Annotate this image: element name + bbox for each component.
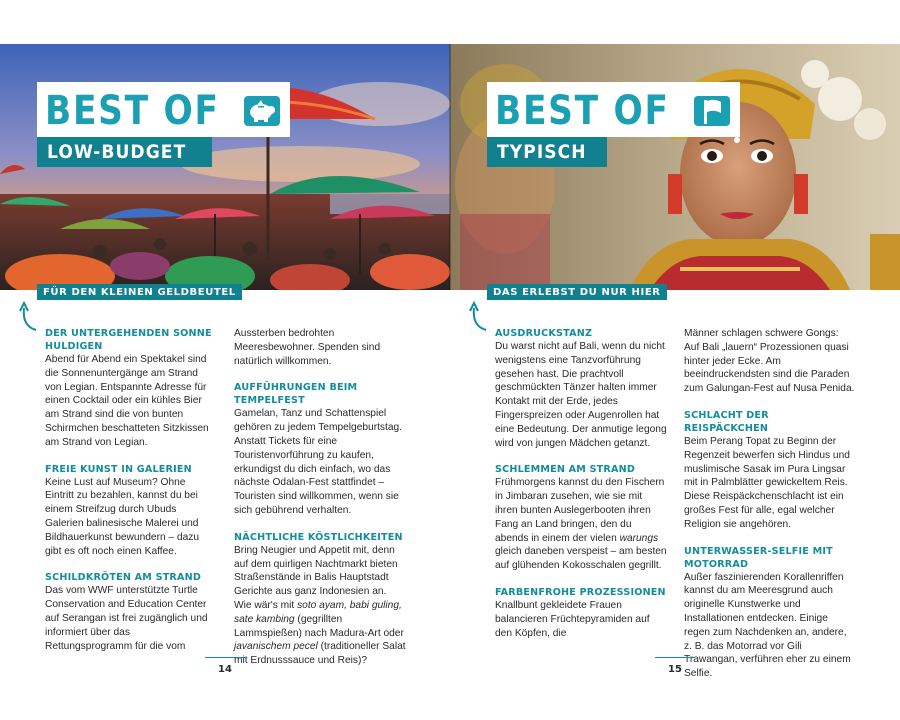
piggy-bank-icon	[244, 96, 280, 126]
curved-arrow-icon	[18, 300, 38, 332]
left-column-2	[234, 327, 406, 681]
entry-body: Du warst nicht auf Bali, wenn du nicht wenigstens eine Tanzvorführung gesehen hast. Die prachtvoll geschmückten Tänzer halten immer Kontakt mit der Erde, jedes Fingerspreizen oder Augenrollen hat eine Bedeutung. Der anmutige legong wird von jungen Mädchen getanzt.	[495, 341, 667, 449]
entry-body: Das vom WWF unterstützte Turtle Conservation and Education Center auf Serangan ist frei zugänglich und informiert über das Rettungsprogramm für die vom	[45, 585, 208, 652]
entry-body: Knallbunt gekleidete Frauen balancieren Früchtepyramiden auf den Köpfen, die	[495, 599, 650, 639]
entry-processions	[495, 586, 667, 640]
entry-body: Keine Lust auf Museum? Ohne Eintritt zu bezahlen, kannst du bei einem Streifzug durch Ubuds Galerien balinesische Malerei und Bildhauerkunst bewundern – dazu gibt es oft noch einen Kaffee.	[45, 476, 200, 557]
best-of-title: BEST OF	[45, 87, 220, 134]
beach-umbrellas-photo	[0, 44, 450, 290]
entry-title: AUSDRUCKSTANZ	[495, 328, 593, 339]
right-column-2	[684, 327, 856, 694]
flag-icon	[694, 96, 730, 126]
typisch-label: TYPISCH	[497, 141, 587, 163]
left-column-1	[45, 327, 217, 666]
entry-title: NÄCHTLICHE KÖSTLICHKEITEN	[234, 531, 403, 543]
page-number: 15	[655, 657, 695, 675]
entry-body: Außer faszinierenden Korallenriffen kannst du am Meeresgrund auch originelle Kunstwerke und Installationen entdecken. Einige regen zum Nachdenken an, andere, z. B. das Motorrad vor Gili Trawangan, verführen eher zu einem Selfie.	[684, 571, 851, 680]
best-of-heading	[37, 82, 290, 137]
tagline-bar	[487, 284, 667, 300]
best-of-subtitle	[487, 137, 607, 167]
tagline-text: FÜR DEN KLEINEN GELDBEUTEL	[43, 286, 236, 298]
best-of-title: BEST OF	[495, 87, 670, 134]
entry-temple-fest	[234, 381, 406, 517]
entry-body: Bring Neugier und Appetit mit, denn auf dem quirligen Nachtmarkt bieten Straßenstände in Balis Hauptstadt Gerichte aus ganz Indonesien an. Wie wär's mit soto ayam, babi guling, sate kambing (gegrillten Lammspießen) nach Madura-Art oder javanischem pecel (traditioneller Salat mit Erdnusssauce und Reis)?	[234, 544, 406, 667]
entry-processions-continued	[684, 327, 856, 396]
page-number: 14	[205, 657, 245, 675]
entry-body: Gamelan, Tanz und Schattenspiel gehören zu jedem Tempelgeburtstag. Anstatt Tickets für eine Touristenvorführung zu kaufen, erkundigst du dich einfach, wo das nächste Odalan-Fest stattfindet – Touristen sind willkommen, wenn sie sich gebührend verhalten.	[234, 408, 403, 516]
entry-sunset	[45, 327, 217, 450]
page-gutter	[449, 44, 451, 290]
entry-body: Frühmorgens kannst du den Fischern in Jimbaran zusehen, wie sie mit ihren bunten Auslegerbooten ihren Fang an Land bringen, den du abends in einem der vielen warungs gleich daneben verspeist – am besten auf glühenden Kokosschalen gegrillt.	[495, 477, 667, 572]
entry-title: UNTERWASSER-SELFIE MIT MOTORRAD	[684, 545, 833, 570]
entry-rice-battle	[684, 409, 856, 532]
curved-arrow-icon	[468, 300, 488, 332]
entry-turtles	[45, 571, 217, 653]
low-budget-label: LOW-BUDGET	[47, 141, 187, 163]
entry-title: SCHLEMMEN AM STRAND	[495, 464, 636, 476]
entry-title: DER UNTERGEHENDEN SONNE HULDIGEN	[45, 328, 212, 352]
tagline-text: DAS ERLEBST DU NUR HIER	[493, 286, 661, 298]
entry-night-market	[234, 531, 406, 668]
entry-galleries	[45, 463, 217, 559]
balinese-dancer-photo	[450, 44, 900, 290]
entry-underwater-selfie	[684, 545, 856, 681]
best-of-subtitle	[37, 137, 212, 167]
entry-dance	[495, 327, 667, 450]
entry-body: Beim Perang Topat zu Beginn der Regenzeit bewerfen sich Hindus und muslimische Sasak im Pura Lingsar mit in Palmblätter gewickeltem Reis. Diese Reispäckchenschlacht ist ein großes Fest für alle, egal welcher Religion sie angehören.	[684, 435, 850, 530]
tagline-bar	[37, 284, 242, 300]
right-column-1	[495, 327, 667, 653]
entry-title: FREIE KUNST IN GALERIEN	[45, 463, 192, 475]
entry-turtles-continued	[234, 327, 406, 368]
entry-title: SCHILDKRÖTEN AM STRAND	[45, 572, 202, 584]
entry-body: Aussterben bedrohten Meeresbewohner. Spenden sind natürlich willkommen.	[234, 328, 381, 367]
entry-beach-feast	[495, 463, 667, 573]
best-of-heading	[487, 82, 740, 137]
entry-body: Männer schlagen schwere Gongs: Auf Bali „lauern“ Prozessionen quasi hinter jeder Ecke. Am beeindruckendsten sind die Paraden zum Galungan-Fest auf Nusa Penida.	[684, 328, 855, 395]
entry-body: Abend für Abend ein Spektakel sind die Sonnenuntergänge am Strand von Legian. Entspannte Adresse für einen Cocktail oder ein kühles Bier am Strand sind die von bunten Schirmchen beschatteten Sitzkissen am Strand von Legian.	[45, 354, 209, 448]
entry-title: SCHLACHT DER REISPÄCKCHEN	[684, 409, 769, 434]
entry-title: FARBENFROHE PROZESSIONEN	[495, 586, 666, 598]
entry-title: AUFFÜHRUNGEN BEIM TEMPELFEST	[234, 382, 358, 407]
right-page	[450, 0, 900, 720]
